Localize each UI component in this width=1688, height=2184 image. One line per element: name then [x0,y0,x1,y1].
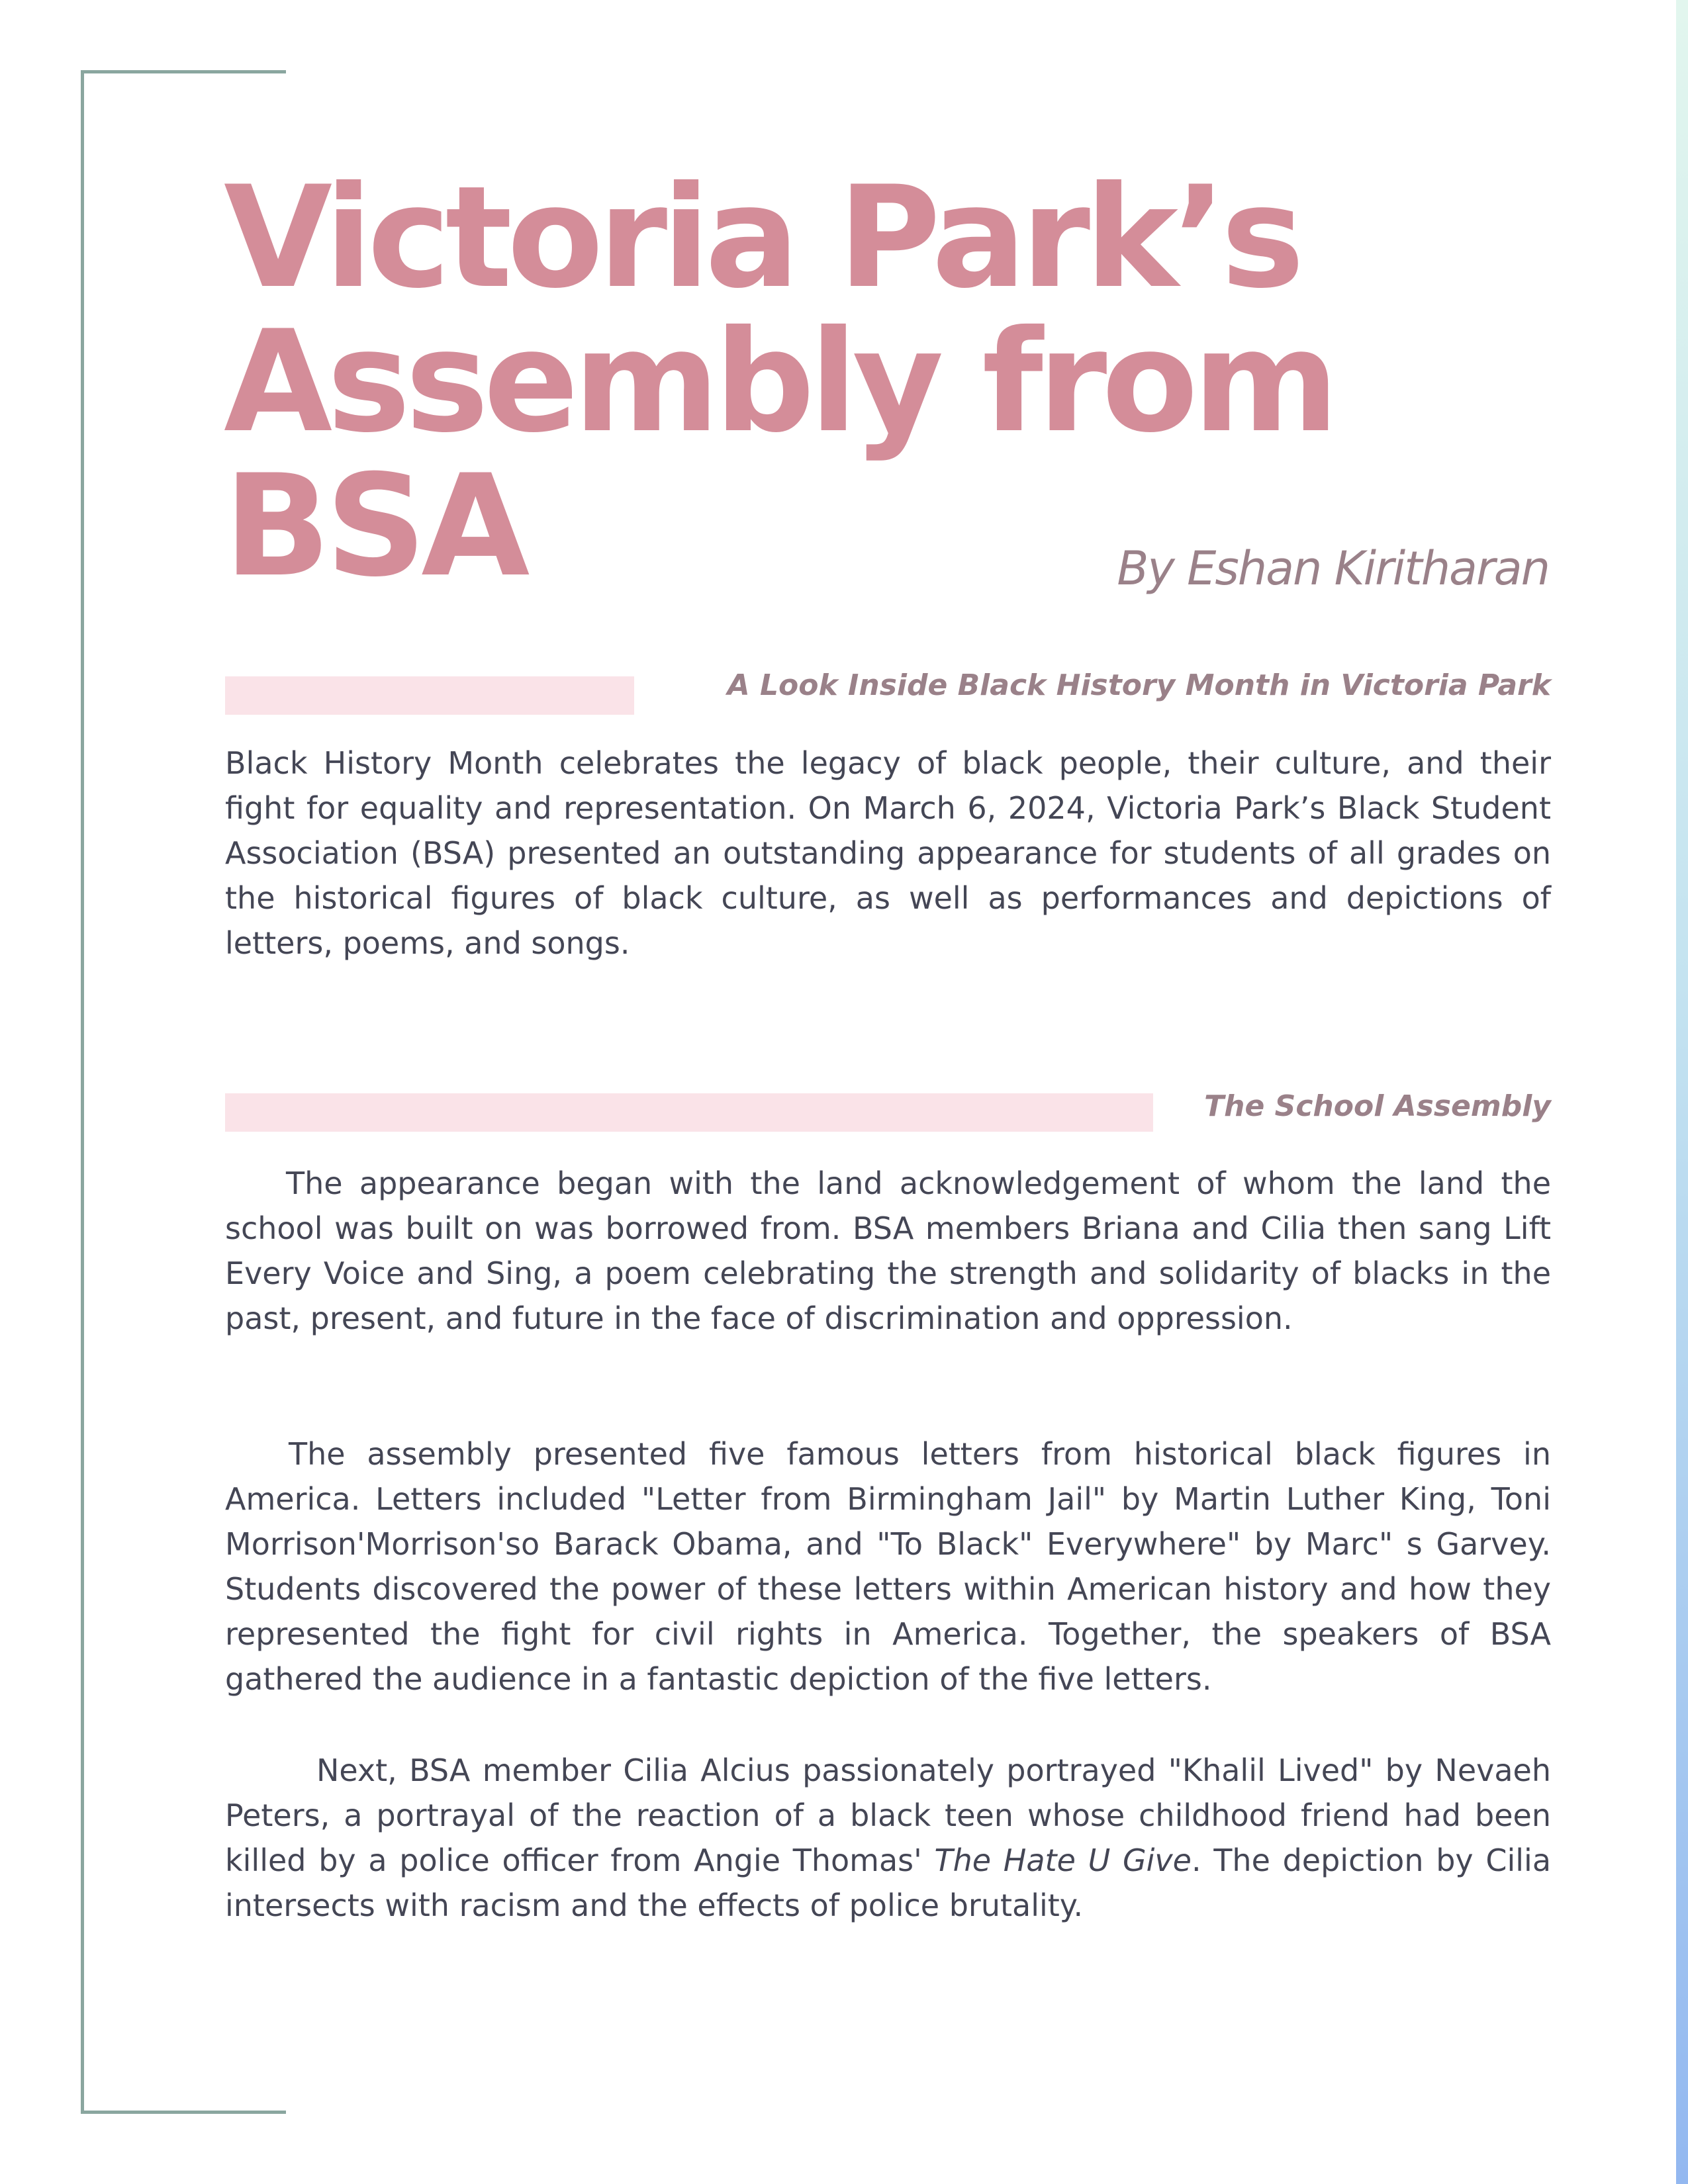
page-frame-bracket-bottom [81,2111,286,2114]
article-title [224,156,1548,608]
paragraph-text-before-book-title: Next, BSA member Cilia Alcius passionately portrayed "Khalil Lived" by Nevaeh Peters, a portrayal of the reaction of a black teen whose childhood friend had been killed by a police officer from Angie Thomas' [225,1752,1551,1878]
title-line-2: Assembly from [224,300,1334,463]
section-heading-accent-bar [225,676,634,715]
decorative-edge-gradient [1676,0,1688,2184]
title-line-1: Victoria Park’s [224,156,1299,319]
paragraph-text-after-book-title: . The depiction by Cilia intersects with racism and the effects of police brutality. [225,1843,1552,1923]
section-heading-school-assembly: The School Assembly [1204,1089,1551,1123]
page-frame-bracket-top [81,70,286,73]
section-heading-accent-bar [225,1093,1153,1132]
author-byline: By Eshan Kiritharan [1117,541,1549,596]
title-line-3: BSA [224,444,525,608]
book-title: The Hate U Give [934,1843,1192,1878]
body-paragraph-khalil-lived [225,1748,1551,1928]
body-paragraph-land-acknowledgement: The appearance began with the land acknowledgement of whom the land the school was built on was borrowed from. BSA members Briana and Cilia then sang Lift Every Voice and Sing, a poem celebrating the strength and solidarity of blacks in the past, present, and future in the face of discrimination and oppression. [225,1165,1551,1336]
intro-paragraph: Black History Month celebrates the legacy of black people, their culture, and their fight for equality and representation. On March 6, 2024, Victoria Park’s Black Student Association (BSA) presented an outstanding appearance for students of all grades on the historical figures of black culture, as well as performances and depictions of letters, poems, and songs. [225,745,1551,961]
body-paragraph-letters: The assembly presented five famous letters from historical black figures in America. Letters included "Letter from Birmingham Jail" by Martin Luther King, Toni Morrison'Morrison'so Barack Obama, and "To Black" Everywhere" by Marc" s Garvey. Students discovered the power of these letters within American history and how they represented the fight for civil rights in America. Together, the speakers of BSA gathered the audience in a fantastic depiction of the five letters. [225,1436,1551,1697]
section-heading-black-history: A Look Inside Black History Month in Victoria Park [727,668,1551,702]
page-frame-bracket [81,70,84,2114]
